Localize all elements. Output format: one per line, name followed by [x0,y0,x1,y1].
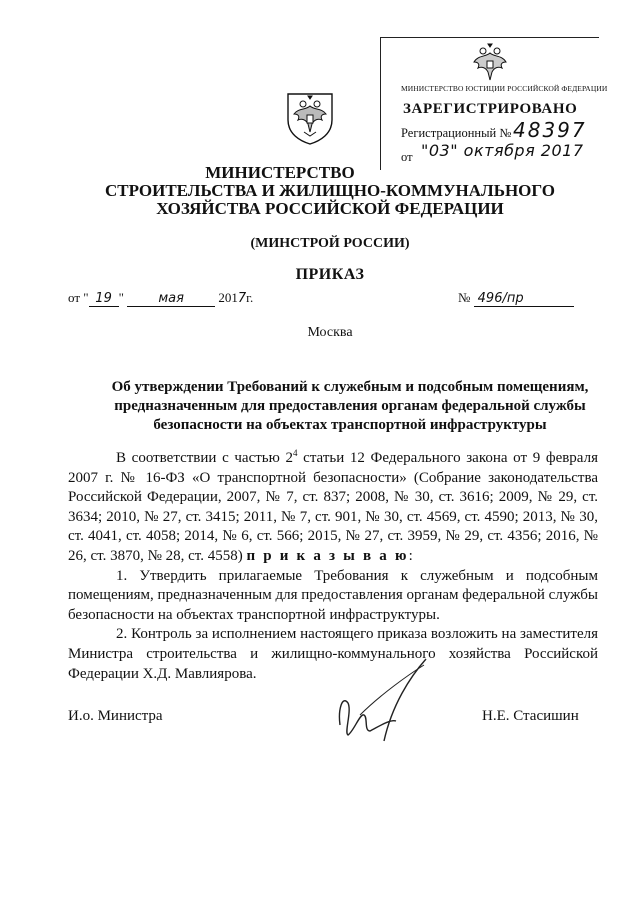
document-title: Об утверждении Требований к служебным и подсобным помещениям, предназначенным для предоставления органам федеральной службы безопасности на объектах транспортной инфраструктуры [111,379,589,433]
order-item-1: 1. Утвердить прилагаемые Требования к служебным и подсобным помещениям, предназначенным для предоставления органам федеральной службы безопасности на объектах транспортной инфраструктуры. [68,567,598,623]
order-number [458,290,574,307]
stamp-date-label: от [401,150,413,164]
stamp-organization: МИНИСТЕРСТВО ЮСТИЦИИ РОССИЙСКОЙ ФЕДЕРАЦИИ [401,84,608,93]
document-body [68,444,598,684]
date-year-prefix: 201 [218,290,238,305]
stamp-emblem-icon [471,42,509,82]
date-year-end: г. [246,290,254,305]
intro-superscript: 4 [293,448,298,458]
signatory-name: Н.Е. Стасишин [482,708,579,724]
stamp-reg-number: 48397 [513,118,587,142]
ministry-line-1: МИНИСТЕРСТВО [205,163,355,182]
date-month: мая [127,291,215,307]
ministry-short-name: (МИНСТРОЙ РОССИИ) [250,236,410,251]
date-prefix: от [68,290,81,305]
ministry-line-3: ХОЗЯЙСТВА РОССИЙСКОЙ ФЕДЕРАЦИИ [156,199,504,218]
date-year-suffix: 7 [237,291,247,306]
ministry-line-2: СТРОИТЕЛЬСТВА И ЖИЛИЩНО-КОММУНАЛЬНОГО [104,181,556,200]
handwritten-signature [330,655,450,745]
stamp-date-value: "03" октября 2017 [421,141,584,160]
city: Москва [307,325,353,340]
number-value: 496/пр [474,291,574,307]
number-label: № [458,290,471,305]
document-type: ПРИКАЗ [295,266,365,283]
stamp-registered-label: ЗАРЕГИСТРИРОВАНО [403,101,578,117]
coat-of-arms-icon [284,88,336,146]
registration-stamp [380,37,608,170]
date-day: 19 [89,291,119,307]
stamp-reg-number-label: Регистрационный № [401,126,512,140]
order-keyword: п р и к а з ы в а ю [246,547,409,564]
intro-paragraph: В соответствии с частью $2^4$ статьи 12 Федерального закона от 9 февраля 2007 г. № 16-ФЗ «О транспортной безопасности» (Собрание законодательства Российской Федерации, 2007, № 7, ст. 837; 2008, № 30, ст. 3616; 2009, № 29, ст. 3634; 2010, № 27, ст. 3415; 2011, № 7, ст. 901, № 30, ст. 4569, ст. 4590; 2013, № 30, ст. 4041, ст. 4058; 2014, № 6, ст. 566; 2015, № 27, ст. 3959, № 29, ст. 4356; 2016, № 26, ст. 3870, № 28, ст. 4558) п р и к а з ы в а ю: [68,448,598,564]
order-date: от " 19 " мая 2017г. [68,290,254,306]
signature-position: И.о. Министра [68,708,163,724]
order-item-2: 2. Контроль за исполнением настоящего приказа возложить на заместителя Министра строительства и жилищно-коммунального хозяйства Российской Федерации Х.Д. Мавлиярова. [68,626,598,682]
